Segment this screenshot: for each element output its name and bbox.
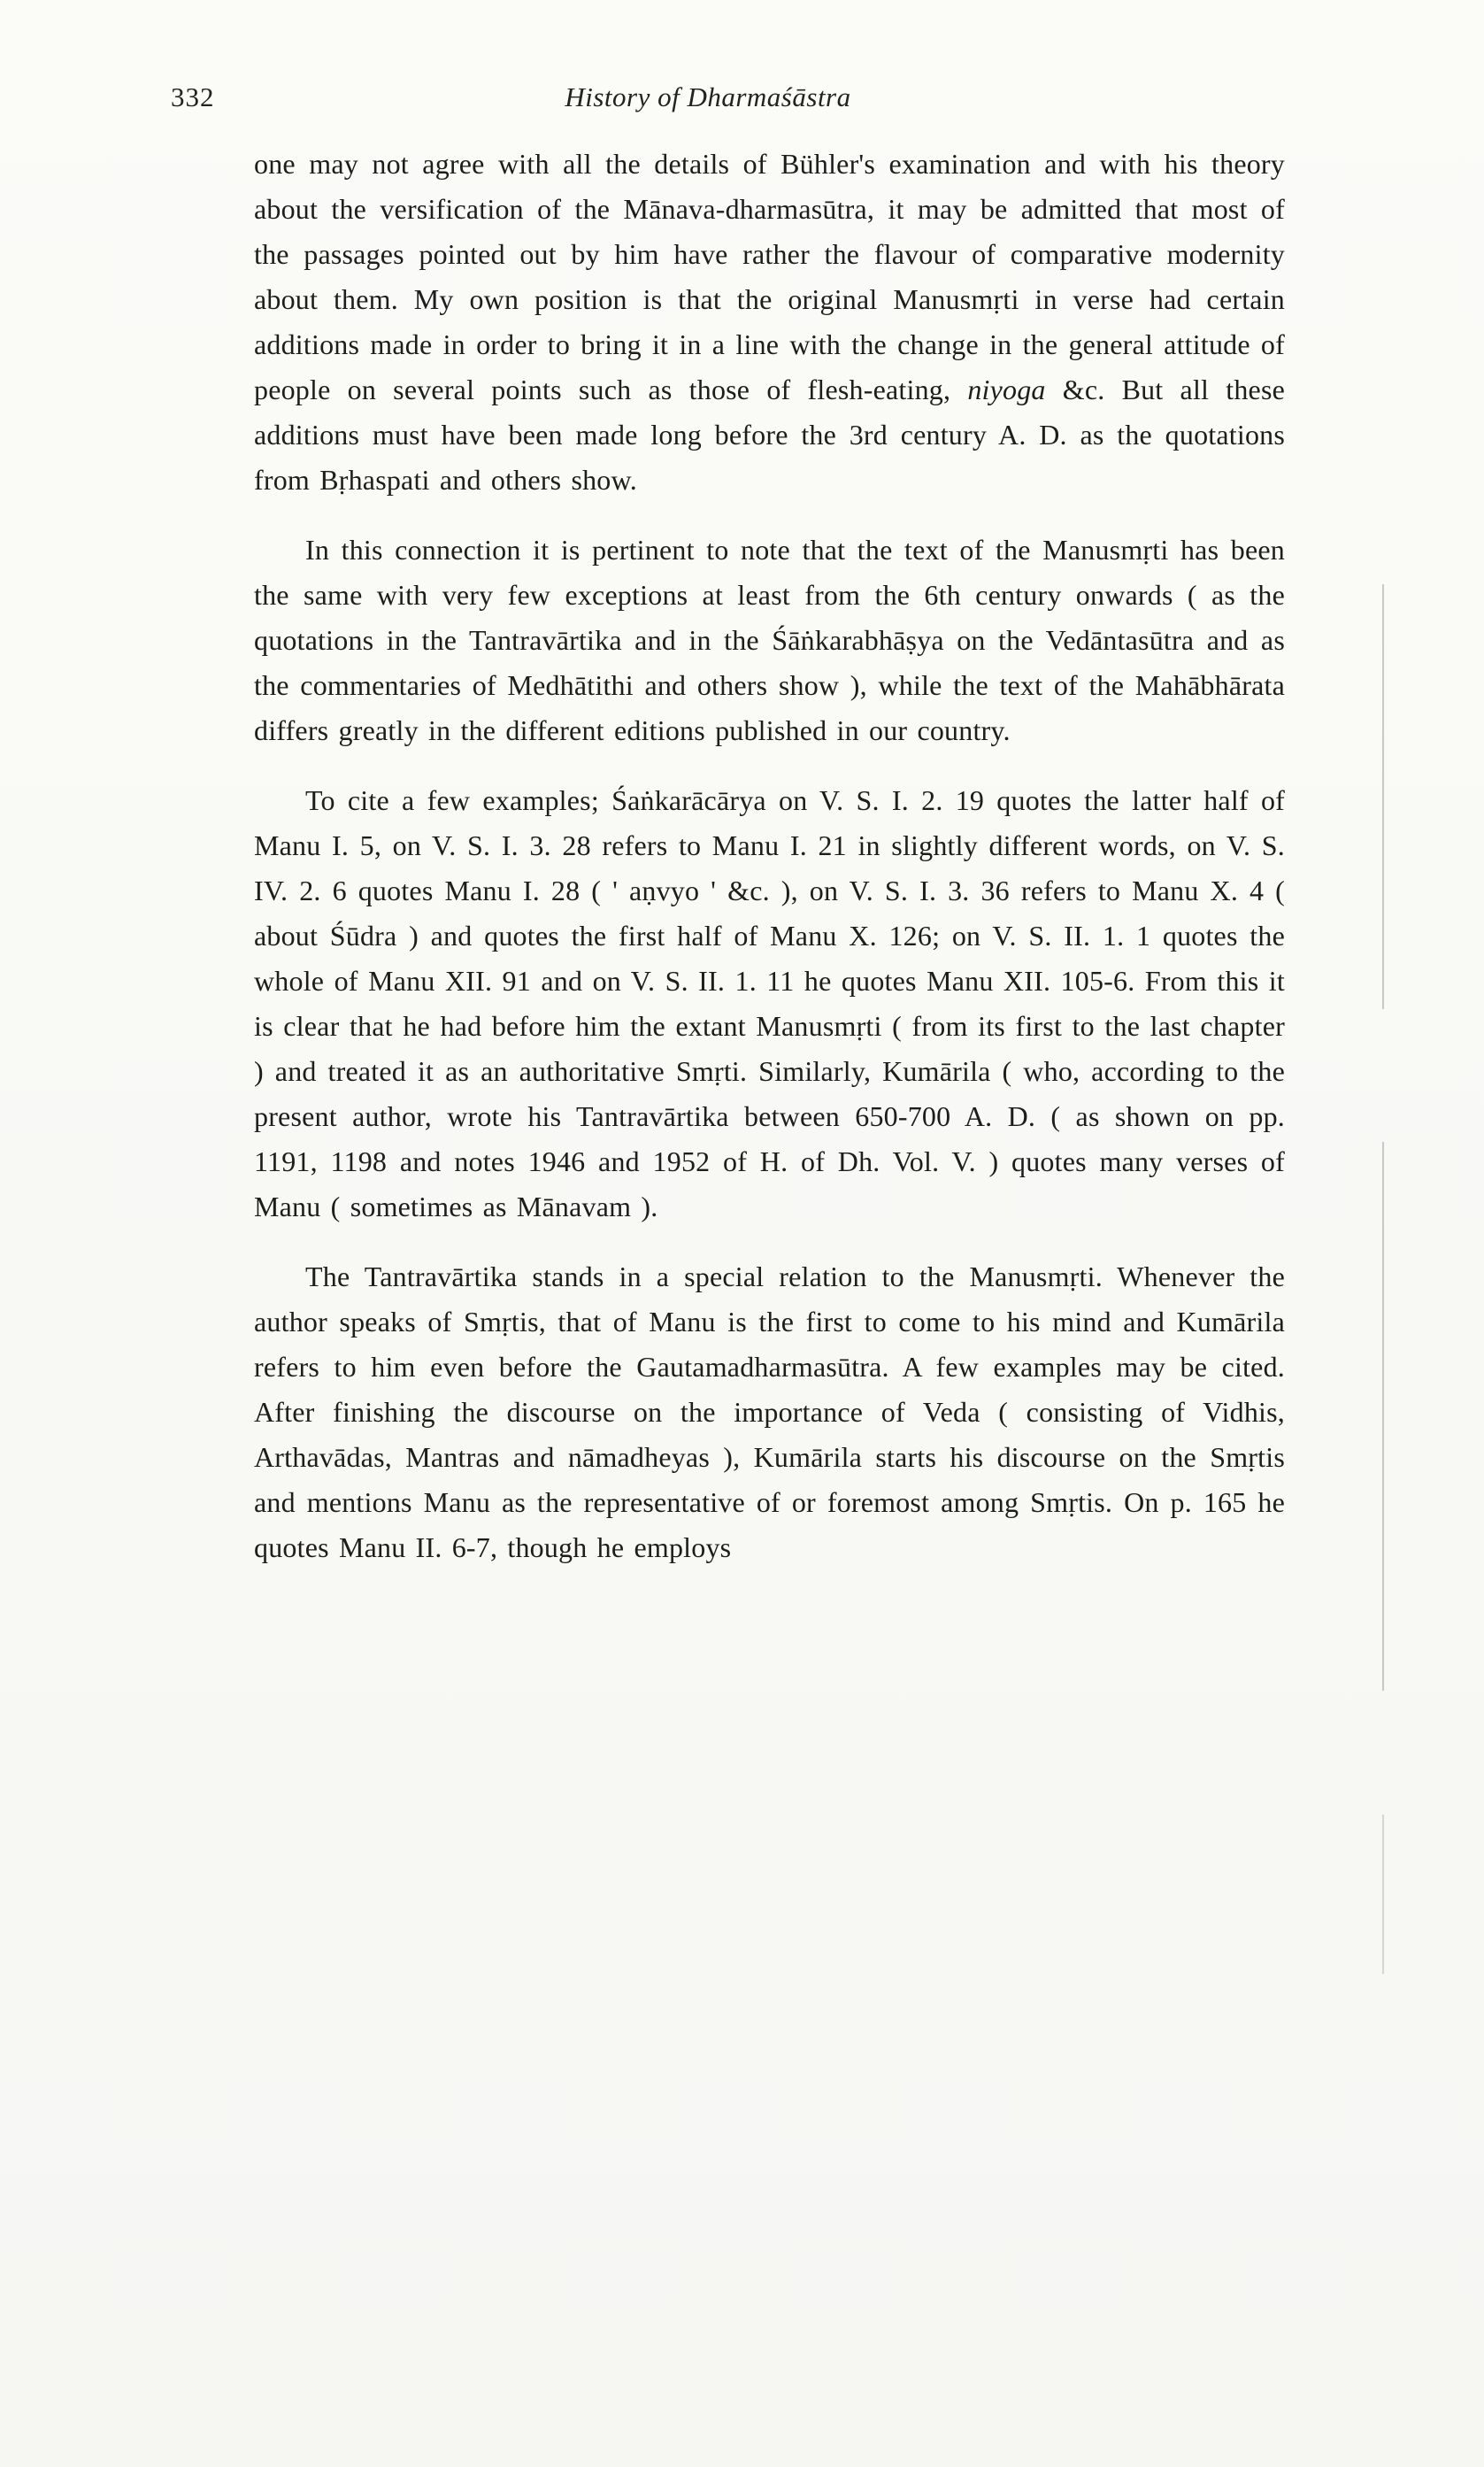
paragraph-1-text-continued: &c. But all these additions must have been made long before the 3rd century A. D. as the quotations from Bṛhaspati and others show. bbox=[254, 374, 1286, 496]
page-number: 332 bbox=[171, 81, 215, 112]
scan-artifact-line bbox=[1382, 1815, 1384, 1974]
paragraph-3: To cite a few examples; Śaṅkarācārya on V. S. I. 2. 19 quotes the latter half of Manu I. 5, on V. S. I. 3. 28 refers to Manu I. 21 in slightly different words, on V. S. IV. 2. 6 quotes Manu I. 28 ( ' aṇvyo ' &c. ), on V. S. I. 3. 36 refers to Manu X. 4 ( about Śūdra ) and quotes the first half of Manu X. 126; on V. S. II. 1. 1 quotes the whole of Manu XII. 91 and on V. S. II. 1. 11 he quotes Manu XII. 105-6. From this it is clear that he had before him the extant Manusmṛti ( from its first to the last chapter ) and treated it as an authoritative Smṛti. Similarly, Kumārila ( who, according to the present author, wrote his Tantravārtika between 650-700 A. D. ( as shown on pp. 1191, 1198 and notes 1946 and 1952 of H. of Dh. Vol. V. ) quotes many verses of Manu ( sometimes as Mānavam ). bbox=[254, 784, 1285, 1222]
paragraph-4: The Tantravārtika stands in a special relation to the Manusmṛti. Whenever the author speaks of Smṛtis, that of Manu is the first to come to his mind and Kumārila refers to him even before the Gautamadharmasūtra. A few examples may be cited. After finishing the discourse on the importance of Veda ( consisting of Vidhis, Arthavādas, Mantras and nāmadheyas ), Kumārila starts his discourse on the Smṛtis and mentions Manu as the representative of or foremost among Smṛtis. On p. 165 he quotes Manu II. 6-7, though he employs bbox=[254, 1260, 1285, 1563]
scan-artifact-line bbox=[1382, 1142, 1384, 1691]
running-title: History of Dharmaśāstra bbox=[565, 81, 851, 112]
text-block bbox=[254, 142, 1285, 1595]
scan-artifact-line bbox=[1382, 584, 1384, 1009]
paragraph-1 bbox=[254, 142, 1285, 503]
paragraph-1-italic-term: niyoga bbox=[967, 374, 1046, 405]
page-header bbox=[0, 81, 1484, 122]
paragraph-2: In this connection it is pertinent to note that the text of the Manusmṛti has been the same with very few exceptions at least from the 6th century onwards ( as the quotations in the Tantravārtika and in the Śāṅkarabhāṣya on the Vedāntasūtra and as the commentaries of Medhātithi and others show ), while the text of the Mahābhārata differs greatly in the different editions published in our country. bbox=[254, 534, 1285, 746]
paragraph-1-text: one may not agree with all the details of Bühler's examination and with his theory about the versification of the Mānava-dharmasūtra, it may be admitted that most of the passages pointed out by him have rather the flavour of comparative modernity about them. My own position is that the original Manusmṛti in verse had certain additions made in order to bring it in a line with the change in the general attitude of people on several points such as those of flesh-eating, bbox=[254, 148, 1285, 405]
